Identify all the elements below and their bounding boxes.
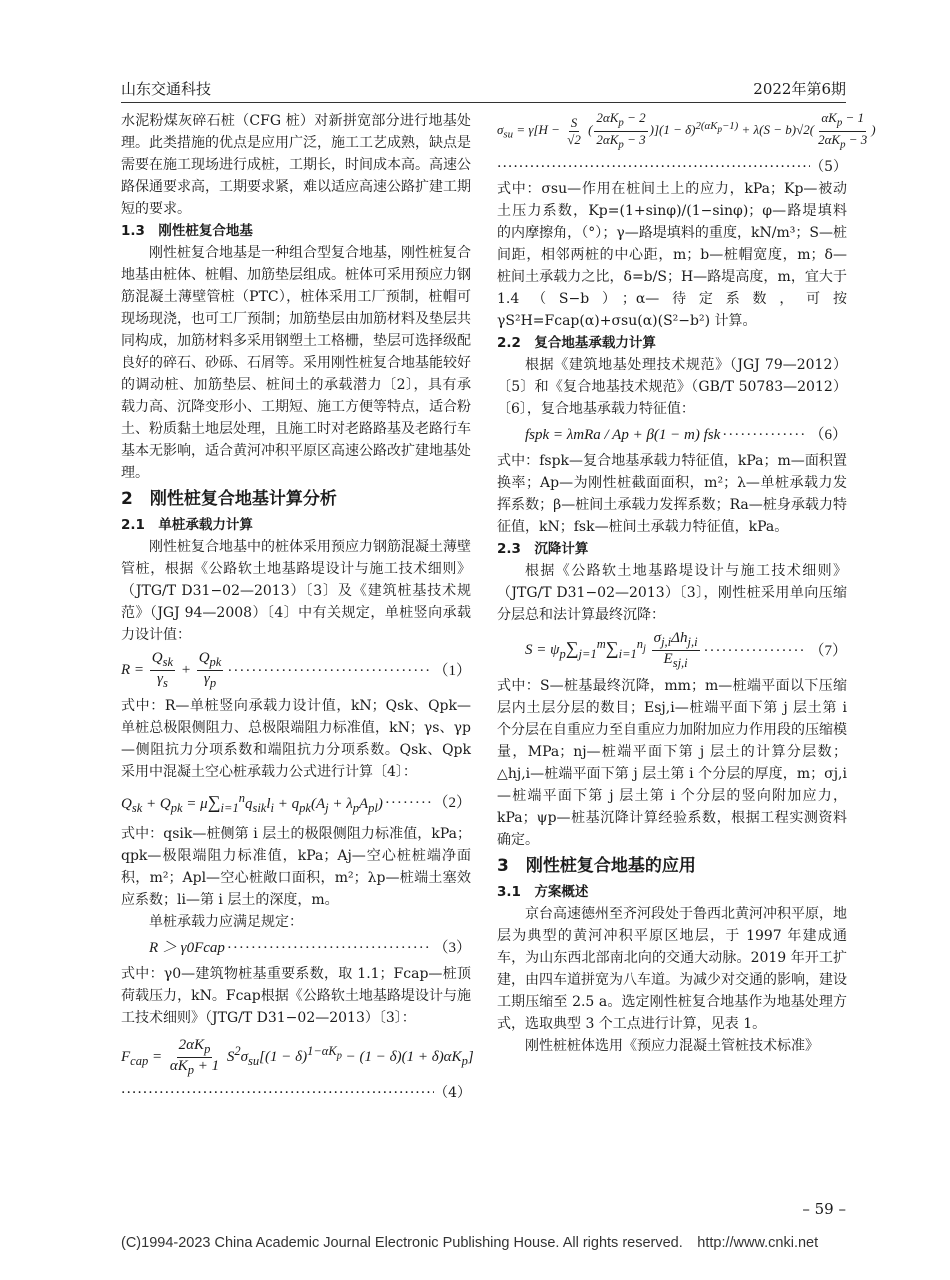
- left-column: [121, 110, 474, 1104]
- paragraph-eq1: 式中：R—单桩竖向承载力设计值，kN；Qsk、Qpk—单桩总极限侧阻力、总极限端阻力标准值，kN；γs、γp—侧阻抗力分项系数和端阻抗力分项系数。Qsk、Qpk采用中混凝土空心桩承载力公式进行计算〔4〕：: [121, 698, 471, 780]
- equation-4-leader: [121, 1082, 471, 1104]
- equation-1: R = $\frac{Q_{sk}}{\gamma_s}$ + $\frac{Q_{pk}}{\gamma_p}$ ····· （1）: [121, 650, 471, 691]
- paragraph-2-1: 刚性桩复合地基中的桩体采用预应力钢筋混凝土薄壁管桩，根据《公路软土地基路堤设计与施工技术细则》（JTG/T D31−02—2013）〔3〕及《建筑桩基技术规范》（JGJ 94—2008）〔4〕中有关规定，单桩竖向承载力设计值：: [121, 539, 471, 643]
- heading-2-1: 2.1 单桩承载力计算: [121, 517, 253, 533]
- heading-1-3: 1.3 刚性桩复合地基: [121, 223, 253, 239]
- equation-4-number: （4）: [434, 1085, 471, 1101]
- issue-label: 2022年第6期: [753, 80, 846, 98]
- equation-5-number: （5）: [810, 159, 847, 176]
- heading-2-3: 2.3 沉降计算: [497, 541, 589, 558]
- equation-3-number: （3）: [433, 940, 471, 956]
- journal-name: 山东交通科技: [121, 80, 212, 98]
- paragraph-3-1b: 刚性桩桩体选用《预应力混凝土管桩技术标准》: [525, 1038, 819, 1055]
- right-column: [497, 110, 876, 1057]
- equation-5: $\sigma_{su} = \gamma[H$ − $\frac{S}{√2}$ ( $\frac{2\alpha K_p - 2}{2\alpha K_p - 3}$ )]$(1 - \delta)^{2(\alpha K_p-1)} + \lambda(S - b)√2$( $\frac{\alpha K_p - 1}{2\alpha K_p - 3}$ ): [497, 110, 876, 151]
- equation-4: $F_{cap}$ = $\frac{2\alpha K_p}{\alpha K_p + 1}$ $S^2\sigma_{su}[(1 - \delta)^{1-\alpha K_p} - (1 - \delta)(1 + \delta)\alpha K_p]$: [121, 1037, 474, 1077]
- equation-7: $S = \psi_p\sum_{j=1}^m\sum_{i=1}^{n_j}$ $\frac{\sigma_{j,i}\Delta h_{j,i}}{E_{sj,i}}$ ····· （7）: [497, 630, 847, 671]
- paragraph-eq7: 式中：S—桩基最终沉降，mm；m—桩端平面以下压缩层内土层分层的数目；Esj,i—桩端平面下第 j 层土第 i 个分层在自重应力至自重应力加附加应力作用段的压缩模量，MPa；nj—桩端平面下第 j 层土的计算分层数；△hj,i—桩端平面下第 j 层土第 i 个分层的厚度，m；σj,i—桩端平面下第 j 层土第 i 个分层的竖向附加应力，kPa；ψp—桩基沉降计算经验系数，根据工程实测资料确定。: [497, 678, 847, 849]
- heading-2-2: 2.2 复合地基承载力计算: [497, 335, 656, 352]
- paragraph-3-1a: 京台高速德州至齐河段处于鲁西北黄河冲积平原，地层为典型的黄河冲积平原区地层，于 1997 年建成通车，为山东西北部南北向的交通大动脉。2019 年开工扩建，由四车道拼宽为八车道。为减少对交通的影响，建设工期压缩至 2.5 a。选定刚性桩复合地基作为地基处理方式，选取典型 3 个工点进行计算，见表 1。: [497, 906, 847, 1033]
- paragraph-2-2: 根据《建筑地基处理技术规范》（JGJ 79—2012）〔5〕和《复合地基技术规范》（GB/T 50783—2012）〔6〕，复合地基承载力特征值：: [497, 357, 847, 418]
- running-header: [121, 74, 846, 103]
- equation-2-number: （2）: [433, 795, 471, 811]
- paragraph-eq2: 式中：qsik—桩侧第 i 层土的极限侧阻力标准值，kPa；qpk—极限端阻力标准值，kPa；Aj—空心桩桩端净面积，m²；Apl—空心桩敞口面积，m²；λp—桩端土塞效应系数；li—第 i 层土的深度，m。: [121, 826, 471, 908]
- equation-2: $Q_{sk} + Q_{pk} = \mu\sum_{i=1}^nq_{sik}l_i + q_{pk}(A_j + \lambda_pA_{pl})$ ····· （2）: [121, 787, 471, 819]
- paragraph-1-3: 刚性桩复合地基是一种组合型复合地基，刚性桩复合地基由桩体、桩帽、加筋垫层组成。桩体可采用预应力钢筋混凝土薄壁管桩（PTC），桩体采用工厂预制，桩帽可现场现浇，也可工厂预制；加筋垫层由加筋材料及垫层共同构成，加筋材料多采用钢塑土工格栅，垫层可选择级配良好的碎石、砂砾、石屑等。采用刚性桩复合地基能较好的调动桩、加筋垫层、桩间土的承载潜力〔2〕，具有承载力高、沉降变形小、工期短、施工方便等特点，适合粉土、粉质黏土地层处理，且施工时对老路路基及老路行车基本无影响，适合黄河冲积平原区高速公路改扩建地基处理。: [121, 245, 471, 481]
- paragraph-eq3: 式中：γ0—建筑物桩基重要系数，取 1.1；Fcap—桩顶荷载压力，kN。Fcap根据《公路软土地基路堤设计与施工技术细则》（JTG/T D31−02—2013）〔3〕：: [121, 966, 471, 1026]
- heading-3: 3 刚性桩复合地基的应用: [497, 856, 696, 877]
- equation-3-body: R ＞ γ0Fcap: [149, 940, 225, 956]
- paragraph-eq5: 式中：σsu—作用在桩间土上的应力，kPa；Kp—被动土压力系数，Kp=(1+sinφ)/(1−sinφ)；φ—路堤填料的内摩擦角，（°）；γ—路堤填料的重度，kN/m³；S—桩间距，相邻两桩的中心距，m；b—桩帽宽度，m；δ—桩间土承载力之比，δ=b/S；H—路堤高度，m，宜大于 1.4（S−b）；α—待定系数，可按 γS²H=Fcap(α)+σsu(α)(S²−b²) 计算。: [497, 181, 847, 330]
- equation-6-number: （6）: [809, 427, 847, 444]
- paragraph-eq6: 式中：fspk—复合地基承载力特征值，kPa；m—面积置换率；Ap—为刚性桩截面面积，m²；λ—单桩承载力发挥系数；β—桩间土承载力发挥系数；Ra—桩身承载力特征值，kN；fsk—桩间土承载力特征值，kPa。: [497, 453, 847, 536]
- equation-6-body: fspk = λmRa / Ap + β(1 − m) fsk: [525, 427, 721, 444]
- paragraph-cfg: 水泥粉煤灰碎石桩（CFG 桩）对新拼宽部分进行地基处理。此类措施的优点是应用广泛，施工工艺成熟，缺点是需要在施工现场进行成桩，工期长，时间成本高。高速公路保通要求高，工期要求紧，难以适应高速公路扩建工期短的要求。: [121, 113, 471, 217]
- equation-5-leader: [497, 156, 847, 178]
- heading-3-1: 3.1 方案概述: [497, 884, 589, 901]
- equation-1-number: （1）: [433, 662, 471, 679]
- equation-7-number: （7）: [809, 642, 847, 659]
- paragraph-rule: 单桩承载力应满足规定：: [149, 914, 303, 930]
- page-number: – 59 –: [802, 1200, 846, 1218]
- copyright-footer: (C)1994-2023 China Academic Journal Electronic Publishing House. All rights reserved. http://www.cnki.net: [121, 1235, 819, 1251]
- equation-6: [497, 424, 847, 446]
- paragraph-2-3: 根据《公路软土地基路堤设计与施工技术细则》（JTG/T D31−02—2013）〔3〕，刚性桩采用单向压缩分层总和法计算最终沉降：: [497, 563, 847, 624]
- equation-3: [121, 937, 471, 959]
- heading-2: 2 刚性桩复合地基计算分析: [121, 489, 337, 509]
